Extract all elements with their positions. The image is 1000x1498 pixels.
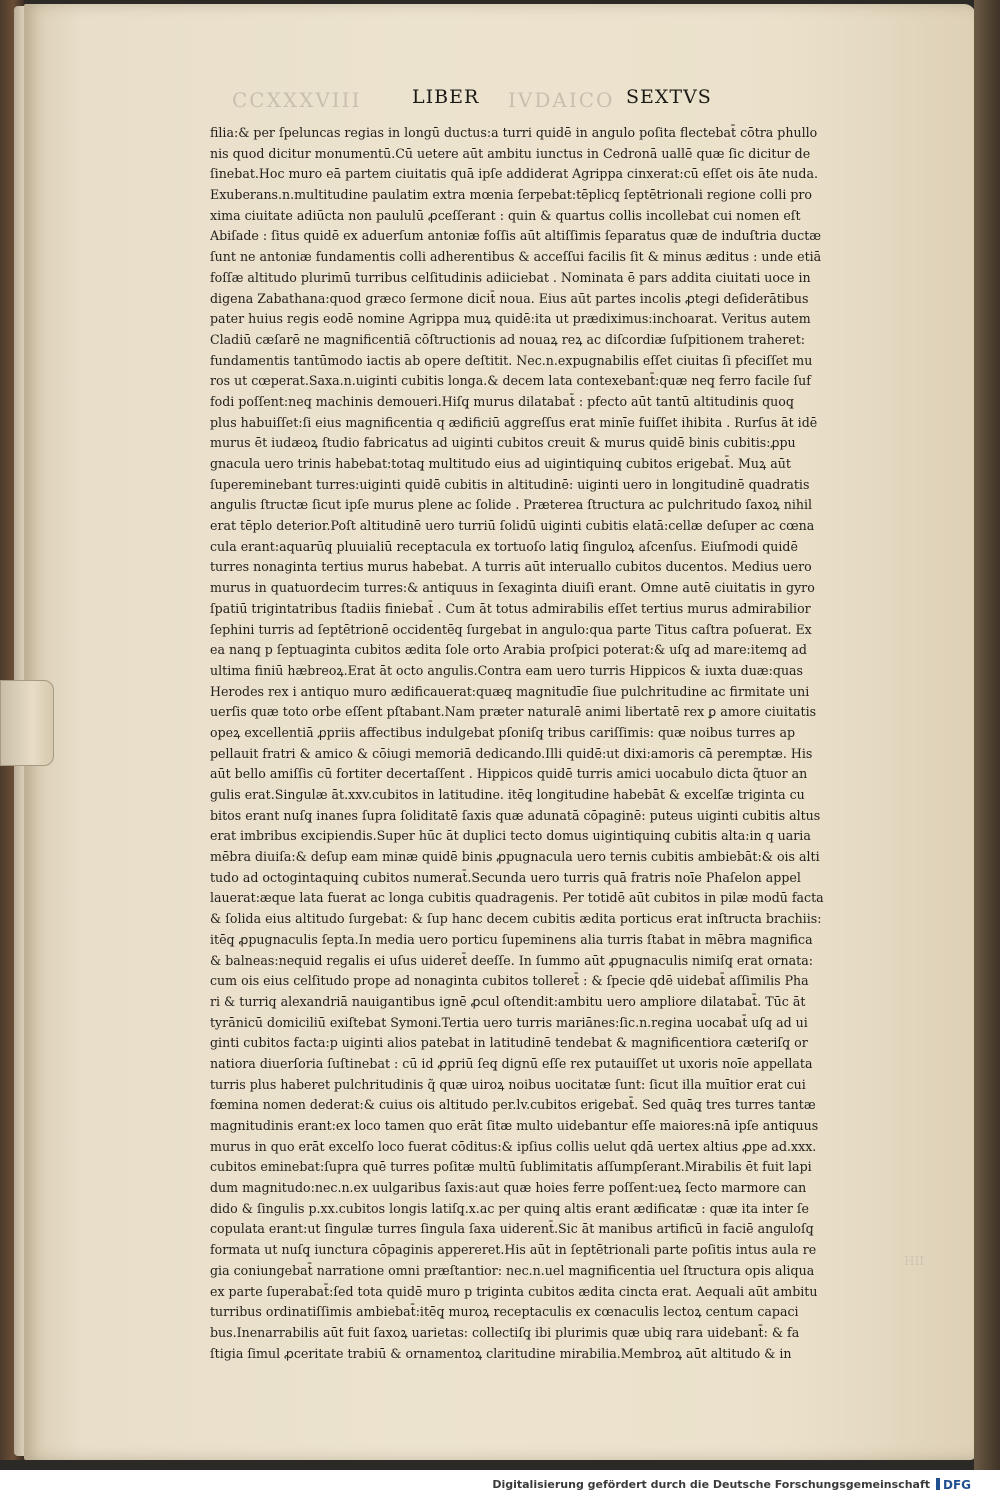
text-line: ſpatiū trigintatribus ſtadiis finiebat̄ . Cum āt totus admirabilis eſſet tertius murus admirabilior (210, 600, 811, 616)
text-line: xima ciuitate adiūcta non paululū ꝓceſſerant : quin & quartus collis incollebat cui nomen eſt (210, 207, 801, 223)
text-line: Herodes rex i antiquo muro ædificauerat:quæq̧ magnitudīe ſiue pulchritudine ac firmitate uni (210, 683, 810, 699)
text-line: ea nanq̧ p ſeptuaginta cubitos ædita ſole orto Arabia proſpici poterat:& uſq̧ ad mare:itemq̧ ad (210, 642, 807, 658)
text-line: dum magnitudo:nec.n.ex uulgaribus ſaxis:aut quæ hoies ferre poſſent:ueꝝ ſecto marmore can (210, 1180, 807, 1196)
dfg-logo-bar (936, 1478, 940, 1490)
text-line: ſinebat.Hoc muro eā partem ciuitatis quā ipſe addiderat Agrippa cinxerat:cū eſſet ois āte nuda. (210, 166, 818, 182)
text-line: turribus ordinatiſſimis ambiebat̄:itēq̧ muroꝝ receptaculis ex cœnaculis lectoꝝ centum capaci (210, 1304, 799, 1320)
text-line: & balneas:nequid regalis ei uſus uideret̄ deeſſe. In ſummo aūt ꝓpugnaculis nimiſq̧ erat ornata: (210, 952, 813, 968)
page-edge-right (974, 0, 1000, 1470)
funding-credit: Digitalisierung gefördert durch die Deutsche Forschungsgemeinschaft (492, 1478, 930, 1491)
text-line: fœmina nomen dederat:& cuius ois altitudo per.lv.cubitos erigebat̄. Sed quāq̧ tres turres tantæ (210, 1097, 816, 1113)
text-line: mēbra diuiſa:& deſup eam minæ quidē binis ꝓpugnacula uero ternis cubitis ambiebāt:& ois alti (210, 849, 820, 865)
text-line: erat tēplo deterior.Poſt altitudinē uero turriū ſolidū uiginti cubitis elatā:cellæ deſuper ac cœna (210, 518, 815, 534)
text-line: magnitudinis erant:ex loco tamen quo erāt ſitæ multo uidebantur eſſe maiores:nā ipſe antiquus (210, 1118, 819, 1133)
text-line: angulis ſtructæ ſicut ipſe murus plene ac ſolide . Præterea ſtructura ac pulchritudo ſaxoꝝ nihil (210, 497, 813, 513)
dfg-logo-text: DFG (943, 1478, 972, 1492)
text-line: pellauit fratri & amico & cōiugi memoriā dedicando.Illi quidē:ut dixi:amoris cā peremptæ. His (210, 745, 813, 761)
text-line: ſtigia ſimul ꝓceritate trabiū & ornamentoꝝ claritudine mirabilia.Membroꝝ aūt altitudo & in (210, 1345, 792, 1361)
text-line: ſunt ne antoniæ fundamentis colli adherentibus & acceſſui facilis ſit & minus æditus : unde etiā (210, 249, 822, 265)
text-line: ex parte ſuperabat̄:ſed tota quidē muro p triginta cubitos ædita cincta erat. Aequali aūt ambitu (210, 1283, 818, 1299)
text-line: ginti cubitos facta:p uiginti alios patebat in latitudinē tendebat & magnificentiora cæteriſq̧ or (210, 1035, 808, 1051)
text-line: nis quod dicitur monumentū.Cū uetere aūt ambitu iunctus in Cedronā uallē quæ ſic dicitur de (210, 145, 811, 161)
text-line: formata ut nuſq̧ iunctura cōpaginis appereret.His aūt in ſeptētrionali parte poſitis intus aula re (210, 1242, 817, 1258)
body-text-block (210, 123, 910, 1364)
text-line: uerſis quæ toto orbe eſſent pſtabant.Nam præter naturalē animi libertatē rex ꝑ amore ciuitatis (210, 704, 817, 720)
text-line: fodi poſſent:neq̧ machinis demoueri.Hiſq̧ murus dilatabat̄ : pfecto aūt tantū altitudinis quoq̧ (210, 393, 794, 409)
text-line: ſupereminebant turres:uiginti quidē cubitis in altitudinē: uiginti uero in longitudinē quadratis (210, 476, 810, 492)
footer-bar (0, 1470, 1000, 1498)
text-line: Abiſade : ſitus quidē ex aduerſum antoniæ foſſis aūt altiſſimis ſeparatus quæ de induſtria ductæ (210, 228, 822, 244)
text-line: dido & ſingulis p.xx.cubitos longis latiſq̧.x.ac per quinq̧ altis erant ædificatæ : quæ ita inter ſe (210, 1200, 809, 1216)
text-line: fundamentis tantūmodo iactis ab opere deſtitit. Nec.n.expugnabilis eſſet ciuitas ſi pfeciſſet mu (210, 352, 813, 368)
text-line: plus habuiſſet:ſi eius magnificentia q ædificiū aggreſſus erat minīe fuiſſet ihibita . Rurſus āt idē (210, 414, 818, 430)
text-line: filia:& per ſpeluncas regias in longū ductus:a turri quidē in angulo poſita flectebat̄ cōtra phullo (210, 125, 818, 140)
dfg-logo-icon (936, 1476, 984, 1492)
text-line: ri & turriq̧ alexandriā nauigantibus ignē ꝓcul oſtendit:ambitu uero ampliore dilatabat̄. Tūc āt (210, 993, 806, 1009)
text-line: lauerat:æque lata fuerat ac longa cubitis quadragenis. Per totidē aūt cubitos in pilæ modū facta (210, 890, 824, 906)
text-line: gnacula uero trinis habebat:totaq̧ multitudo eius ad uigintiquinq̧ cubitos erigebat̄. Muꝝ aūt (210, 456, 791, 471)
running-header-left: LIBER (412, 86, 480, 108)
text-line: digena Zabathana:quod græco ſermone dicit̄ noua. Eius aūt partes incolis ꝓtegi deſiderātibus (210, 290, 809, 306)
bleed-through-header-left: CCXXXVIII (232, 88, 362, 112)
text-line: aūt bello amiſſis cū fortiter decertaſſent . Hippicos quidē turris amici uocabulo dicta q̃tuor an (210, 766, 808, 782)
text-line: murus in quo erāt excelſo loco fuerat cōditus:& ipſius collis uelut qdā uertex altius ꝓpe ad.xxx. (210, 1138, 817, 1154)
text-line: gulis erat.Singulæ āt.xxv.cubitos in latitudine. itēq̧ longitudine habebāt & excelſæ triginta cu (210, 787, 805, 802)
text-line: itēq̧ ꝓpugnaculis ſepta.In media uero porticu ſupeminens alia turris ſtabat in mēbra magnifica (210, 931, 813, 947)
text-line: erat imbribus excipiendis.Super hūc āt duplici tecto domus uigintiquinq̧ cubitis alta:in q uaria (210, 828, 811, 844)
text-line: pater huius regis eodē nomine Agrippa muꝝ quidē:ita ut prædiximus:inchoarat. Veritus autem (210, 311, 811, 327)
text-line: Exuberans.n.multitudine paulatim extra mœnia ſerpebat:tēplicq̧ ſeptētrionali regione colli pro (210, 187, 813, 203)
book-clasp (0, 680, 54, 766)
text-line: ſephini turris ad ſeptētrionē occidentēq̧ ſurgebat in angulo:qua parte Titus caſtra poſuerat. Ex (210, 621, 812, 637)
text-line: tyrānicū domiciliū exiſtebat Symoni.Tertia uero turris mariānes:ſic.n.regina uocabat̄ uſq̧ ad ui (210, 1014, 808, 1030)
text-line: murus ēt iudæoꝝ ſtudio fabricatus ad uiginti cubitos creuit & murus quidē binis cubitis:ꝓpu (210, 435, 796, 451)
running-header-right: SEXTVS (626, 86, 712, 108)
bleed-through-header-mid: IVDAICO (508, 88, 615, 112)
text-line: cum ois eius celſitudo prope ad nonaginta cubitos tolleret̄ : & ſpecie qdē uidebat̄ aſſimilis Pha (210, 973, 809, 989)
text-line: tudo ad octogintaquinq̧ cubitos numerat̄.Secunda uero turris quā fratris noīe Phaſelon appel (210, 869, 801, 885)
text-line: cula erant:aquarūq̧ pluuialiū receptacula ex tortuoſo latiq̧ ſinguloꝝ aſcenſus. Eiuſmodi quidē (210, 538, 798, 554)
text-line: bus.Inenarrabilis aūt fuit ſaxoꝝ uarietas: collectiſq̧ ibi plurimis quæ ubiq̧ rara uidebant̄: & fa (210, 1324, 800, 1340)
text-line: murus in quatuordecim turres:& antiquus in ſexaginta diuiſi erant. Omne autē ciuitatis in gyro (210, 580, 815, 596)
text-line: gia coniungebat̄ narratione omni præſtantior: nec.n.uel magnificentia uel ſtructura opis aliqua (210, 1262, 815, 1278)
text-line: ros ut cœperat.Saxa.n.uiginti cubitis longa.& decem lata contexebant̄:quæ neq̧ ferro facile ſuf (210, 373, 811, 389)
text-line: cubitos eminebat:ſupra quē turres poſitæ multū ſublimitatis aſſumpſerant.Mirabilis ēt fuit lapi (210, 1159, 812, 1175)
bleed-through-mark: HII (904, 1254, 924, 1268)
text-line: turres nonaginta tertius murus habebat. A turris aūt interuallo cubitos ducentos. Medius uero (210, 559, 812, 575)
text-line: & ſolida eius altitudo ſurgebat: & ſup hanc decem cubitis ædita porticus erat inſtructa brachiis: (210, 911, 822, 927)
text-line: turris plus haberet pulchritudinis q̃ quæ uiroꝝ noibus uocitatæ ſunt: ſicut illa muītior erat cui (210, 1076, 806, 1092)
text-line: Cladiū cæſarē ne magnificentiā cōſtructionis ad nouaꝝ reꝝ ac diſcordiæ ſuſpitionem traheret: (210, 331, 806, 347)
text-line: natiora diuerſoria ſuſtinebat : cū id ꝓpriū ſeq̧ dignū eſſe rex putauiſſet ut uxoris noīe appellata (210, 1055, 813, 1071)
text-line: ultima finiū hæbreoꝝ.Erat āt octo angulis.Contra eam uero turris Hippicos & iuxta duæ:quas (210, 662, 804, 678)
text-line: opeꝝ excellentiā ꝓpriis affectibus indulgebat pſoniſq̧ tribus cariſſimis: quæ noibus turres ap (210, 724, 796, 740)
text-line: foſſæ altitudo plurimū turribus celſitudinis adiiciebat . Nominata ē pars addita ciuitati uoce in (210, 269, 811, 285)
text-line: copulata erant:ut ſingulæ turres ſingula ſaxa uiderent̄.Sic āt manibus artificū in faciē anguloſq̧ (210, 1221, 814, 1237)
text-line: bitos erant nuſq̧ inanes ſupra ſoliditatē ſaxis quæ adunatā cōpaginē: puteus uiginti cubitis altus (210, 807, 821, 823)
